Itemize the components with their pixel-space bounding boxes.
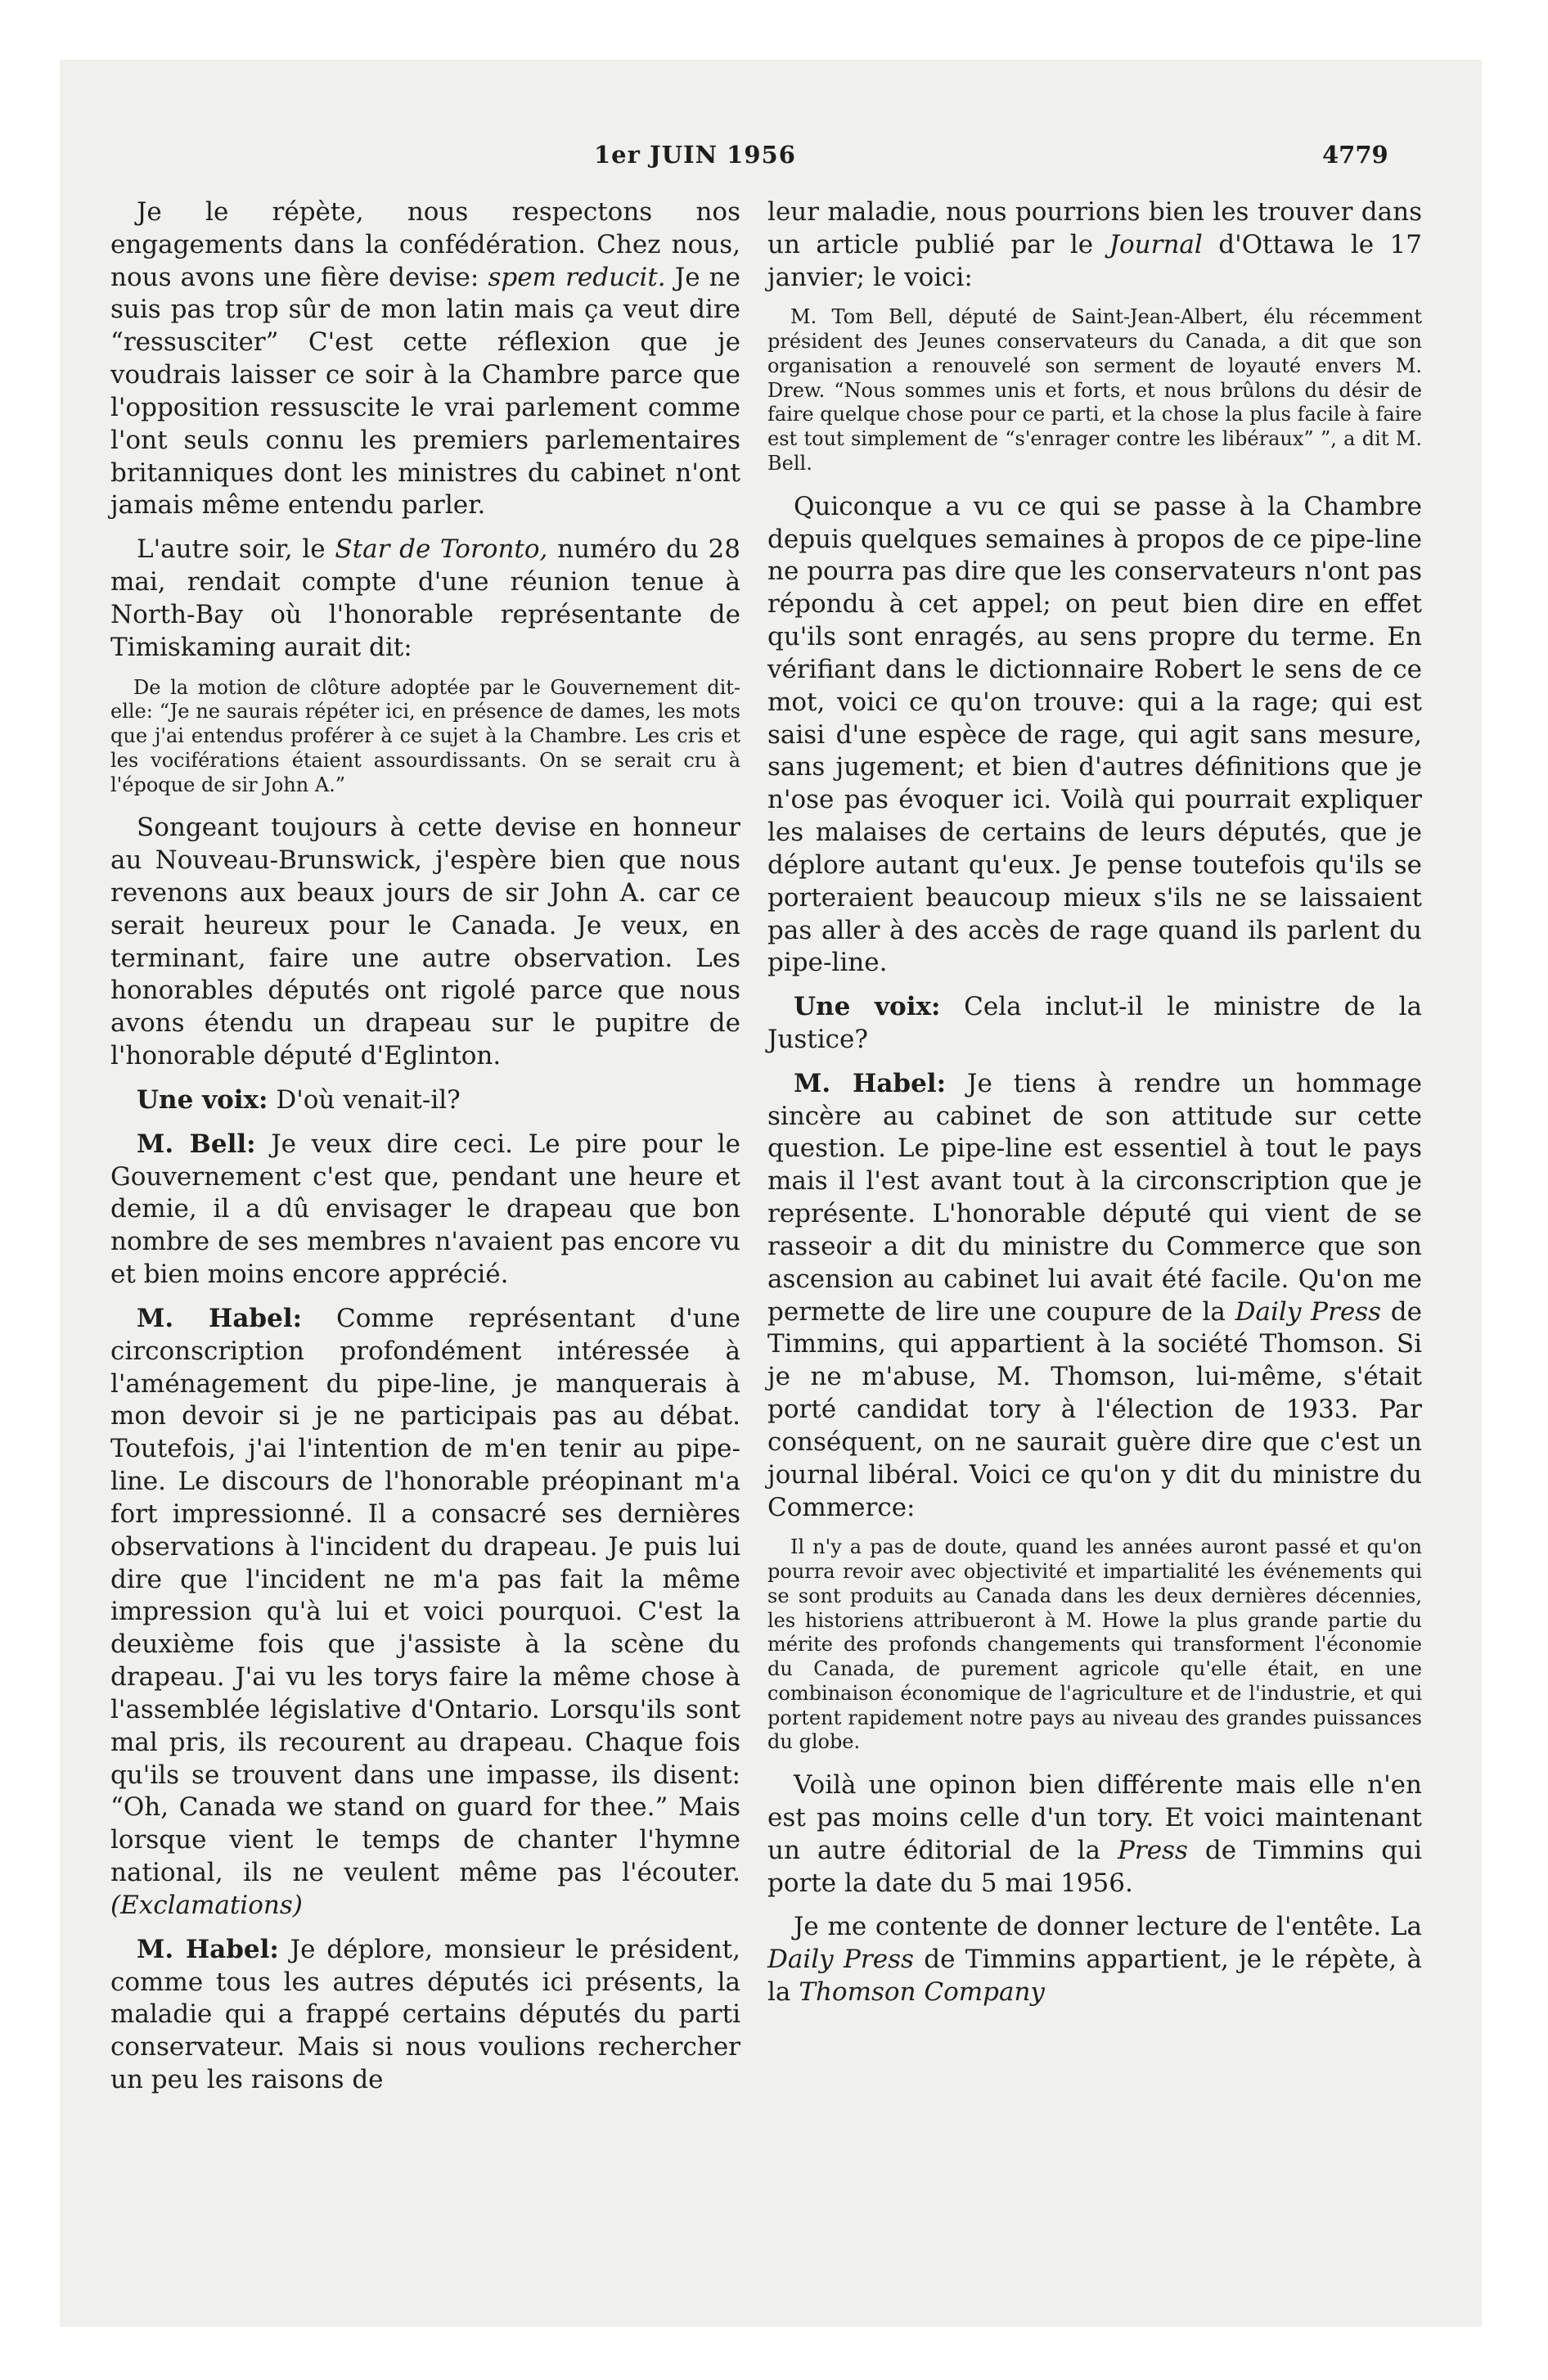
block-quote: Il n'y a pas de doute, quand les années auront passé et qu'on pourra revoir avec objectivité et impartialité les événements qui se sont produits au Canada dans les deux dernières décennies, les historiens attribueront à M. Howe la plus grande partie du mérite des profonds changements qui transforment l'économie du Canada, de purement agricole qu'elle était, en une combinaison économique de l'agriculture et de l'industrie, et qui portent rapidement notre pays au niveau des grandes puissances du globe. xyxy=(767,1535,1422,1754)
speech: M. Habel: Je tiens à rendre un hommage sincère au cabinet de son attitude sur cette question. Le pipe-line est essentiel à tout le pays mais il l'est avant tout à la circonscription que je représente. L'honorable député qui vient de se rasseoir a dit du ministre du Commerce que son ascension au cabinet lui avait été facile. Qu'on me permette de lire une coupure de la Daily Press de Timmins, qui appartient à la société Thomson. Si je ne m'abuse, M. Thomson, lui-même, s'était porté candidat tory à l'élection de 1933. Par conséquent, on ne saurait guère dire que c'est un journal libéral. Voici ce qu'on y dit du ministre du Commerce: xyxy=(767,1068,1422,1522)
newspaper-title: Journal xyxy=(1109,229,1203,259)
speech: Une voix: Cela inclut-il le ministre de la Justice? xyxy=(767,992,1422,1054)
newspaper-title: Daily Press xyxy=(767,1945,914,1975)
page-number: 4779 xyxy=(1322,141,1388,169)
block-quote: De la motion de clôture adoptée par le Gouvernement dit-elle: “Je ne saurais répéter ici, en présence de dames, les mots que j'ai entendus proférer à ce sujet à la Chambre. Les cris et les vociférations étaient assourdissants. On se serait cru à l'époque de sir John A.” xyxy=(110,675,740,796)
paragraph: leur maladie, nous pourrions bien les trouver dans un article publié par le Journal d'Ottawa le 17 janvier; le voici: xyxy=(767,197,1422,292)
left-column xyxy=(110,196,740,2108)
latin-motto: spem reducit. xyxy=(488,262,666,292)
right-column xyxy=(767,196,1422,2021)
paragraph: Je me contente de donner lecture de l'entête. La Daily Press de Timmins appartient, je le répète, à la Thomson Company xyxy=(767,1912,1422,2008)
paragraph: Quiconque a vu ce qui se passe à la Chambre depuis quelques semaines à propos de ce pipe-line ne pourra pas dire que les conservateurs n'ont pas répondu à cet appel; on peut bien dire en effet qu'ils sont enragés, au sens propre du terme. En vérifiant dans le dictionnaire Robert le sens de ce mot, voici ce qu'on trouve: qui a la rage; qui est saisi d'une espèce de rage, qui agit sans mesure, sans jugement; et bien d'autres définitions que je n'ose pas évoquer ici. Voilà qui pourrait expliquer les malaises de certains de leurs députés, que je déplore autant qu'eux. Je pense toutefois qu'ils se porteraient beaucoup mieux s'ils ne se laissaient pas aller à des accès de rage quand ils parlent du pipe-line. xyxy=(767,491,1422,978)
newspaper-title: Star de Toronto, xyxy=(335,534,548,565)
speaker-name: M. Bell: xyxy=(137,1129,256,1159)
paragraph: Je le répète, nous respectons nos engagements dans la confédération. Chez nous, nous avons une fière devise: spem reducit. Je ne suis pas trop sûr de mon latin mais ça veut dire “ressusciter” C'est cette réflexion que je voudrais laisser ce soir à la Chambre parce que l'opposition ressuscite le vrai parlement comme l'ont seuls connu les premiers parlementaires britanniques dont les ministres du cabinet n'ont jamais même entendu parler. xyxy=(110,197,740,521)
paragraph: Songeant toujours à cette devise en honneur au Nouveau-Brunswick, j'espère bien que nous revenons aux beaux jours de sir John A. car ce serait heureux pour le Canada. Je veux, en terminant, faire une autre observation. Les honorables députés ont rigolé parce que nous avons étendu un drapeau sur le pupitre de l'honorable député d'Eglinton. xyxy=(110,813,740,1071)
newspaper-title: Daily Press xyxy=(1235,1296,1381,1327)
paragraph: Voilà une opinon bien différente mais elle n'en est pas moins celle d'un tory. Et voici maintenant un autre éditorial de la Press de Timmins qui porte la date du 5 mai 1956. xyxy=(767,1770,1422,1898)
speaker-name: Une voix: xyxy=(794,992,941,1022)
speaker-name: M. Habel: xyxy=(794,1068,947,1098)
block-quote: M. Tom Bell, député de Saint-Jean-Albert, élu récemment président des Jeunes conservateurs du Canada, a dit que son organisation a renouvelé son serment de loyauté envers M. Drew. “Nous sommes unis et forts, et nous brûlons du désir de faire quelque chose pour ce parti, et la chose la plus facile à faire est tout simplement de “s'enrager contre les libéraux” ”, a dit M. Bell. xyxy=(767,305,1422,475)
company-name: Thomson Company xyxy=(799,1977,1045,2008)
speech: Une voix: D'où venait-il? xyxy=(137,1084,461,1115)
speaker-name: M. Habel: xyxy=(137,1303,303,1333)
newspaper-title: Press xyxy=(1118,1835,1188,1865)
exclamations-note: (Exclamations) xyxy=(110,1890,303,1920)
speech: M. Bell: Je veux dire ceci. Le pire pour le Gouvernement c'est que, pendant une heure et demie, il a dû envisager le drapeau que bon nombre de ses membres n'avaient pas encore vu et bien moins encore apprécié. xyxy=(110,1129,740,1290)
speaker-name: M. Habel: xyxy=(137,1934,279,1964)
speech: M. Habel: Je déplore, monsieur le président, comme tous les autres députés ici présents, la maladie qui a frappé certains députés du parti conservateur. Mais si nous voulions rechercher un peu les raisons de xyxy=(110,1934,740,2094)
speaker-name: Une voix: xyxy=(137,1084,268,1115)
speech: M. Habel: Comme représentant d'une circonscription profondément intéressée à l'aménagement du pipe-line, je manquerais à mon devoir si je ne participais pas au débat. Toutefois, j'ai l'intention de m'en tenir au pipe-line. Le discours de l'honorable préopinant m'a fort impressionné. Il a consacré ses dernières observations à l'incident du drapeau. Je puis lui dire que l'incident ne m'a pas fait la même impression qu'à lui et voici pourquoi. C'est la deuxième fois que j'assiste à la scène du drapeau. J'ai vu les torys faire la même chose à l'assemblée législative d'Ontario. Lorsqu'ils sont mal pris, ils recourent au drapeau. Chaque fois qu'ils se trouvent dans une impasse, ils disent: “Oh, Canada we stand on guard for thee.” Mais lorsque vient le temps de chanter l'hymne national, ils ne veulent même pas l'écouter. (Exclamations) xyxy=(110,1303,740,1920)
paragraph: L'autre soir, le Star de Toronto, numéro du 28 mai, rendait compte d'une réunion tenue à North-Bay où l'honorable représentante de Timiskaming aurait dit: xyxy=(110,534,740,662)
page-date: 1er JUIN 1956 xyxy=(594,141,796,169)
